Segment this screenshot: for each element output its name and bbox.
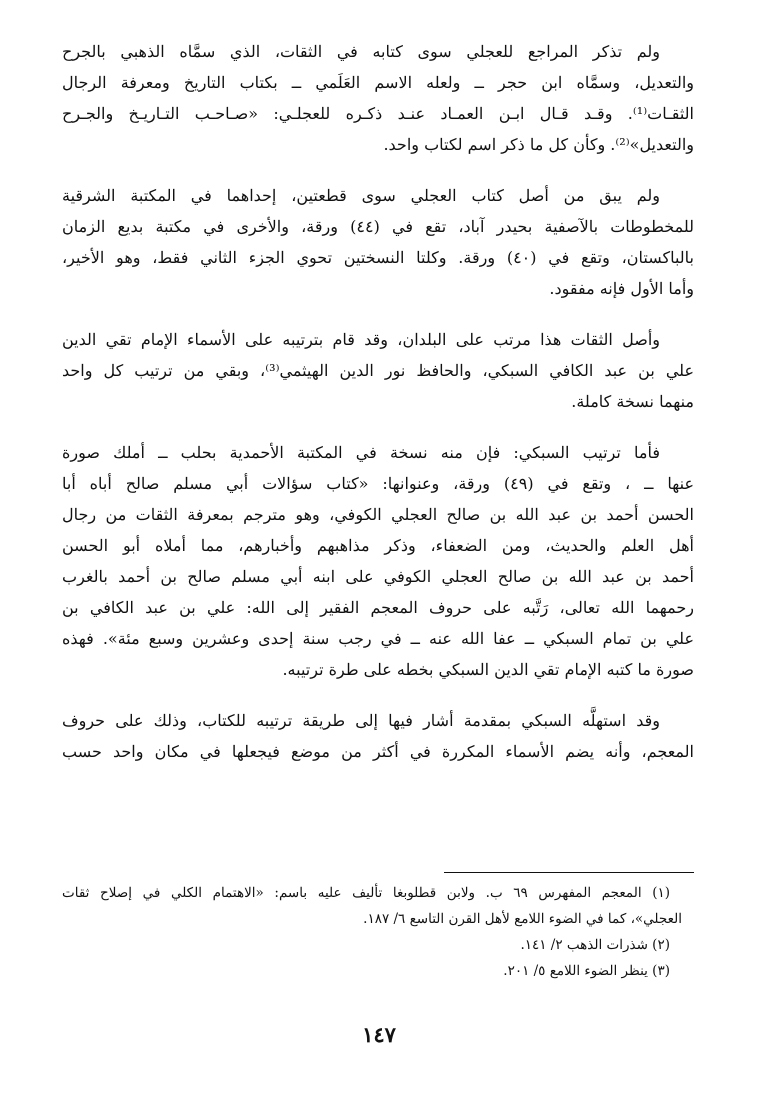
text-line: منهما نسخة كاملة. xyxy=(571,392,694,411)
text-line: ولم تذكر المراجع للعجلي سوى كتابه في الثقات، الذي سمَّاه الذهبي بالجرح xyxy=(62,42,660,61)
text-line: الحسن أحمد بن عبد الله بن صالح العجلي الكوفي، وهو مترجم بمعرفة الثقات من رجال xyxy=(62,505,694,524)
paragraph-5 xyxy=(62,705,694,767)
paragraph-1 xyxy=(62,36,694,160)
text-line: والتعديل»⁽²⁾. وكأن كل ما ذكر اسم لكتاب واحد. xyxy=(383,135,694,154)
footnote-2: (٢) شذرات الذهب ٢/ ١٤١. xyxy=(520,937,670,953)
paragraph-2 xyxy=(62,180,694,304)
text-line: رحمهما الله تعالى، رَتَّبه على حروف المعجم الفقير إلى الله: علي بن عبد الكافي بن xyxy=(62,598,694,617)
footnote-1-continued: العجلي»، كما في الضوء اللامع لأهل القرن التاسع ٦/ ١٨٧. xyxy=(363,911,682,927)
footnote-separator xyxy=(444,872,694,873)
text-line: صورة ما كتبه الإمام تقي الدين السبكي بخطه على طرة ترتيبه. xyxy=(282,660,694,679)
text-line: ولم يبق من أصل كتاب العجلي سوى قطعتين، إحداهما في المكتبة الشرقية xyxy=(62,186,660,205)
text-line: علي بن تمام السبكي ــ عفا الله عنه ــ في رجب سنة إحدى وعشرين وسبع مئة». فهذه xyxy=(62,629,694,648)
text-line: أهل العلم والحديث، ومن الضعفاء، وذكر مذاهبهم وأخبارهم، مما أملاه أبو الحسن xyxy=(62,536,694,555)
text-line: وأصل الثقات هذا مرتب على البلدان، وقد قام بترتيبه على الأسماء الإمام تقي الدين xyxy=(62,330,660,349)
text-line: فأما ترتيب السبكي: فإن منه نسخة في المكتبة الأحمدية بحلب ــ أملك صورة xyxy=(62,443,660,462)
text-line: والتعديل، وسمَّاه ابن حجر ــ ولعله الاسم العَلَمي ــ بكتاب التاريخ ومعرفة الرجال xyxy=(62,73,694,92)
text-line: عنها ــ ، وتقع في (٤٩) ورقة، وعنوانها: «كتاب سؤالات أبي مسلم صالح أباه أبا xyxy=(62,474,695,493)
text-line: الثقـات⁽¹⁾. وقـد قـال ابـن العمـاد عنـد ذكـره للعجلـي: «صـاحـب التـاريـخ والجـرح xyxy=(62,104,694,123)
text-line: المعجم، وأنه يضم الأسماء المكررة في أكثر من موضع فيجعلها في مكان واحد حسب xyxy=(62,742,694,761)
text-line: أحمد بن عبد الله بن صالح العجلي الكوفي على ابنه أبي مسلم صالح بن أحمد بالغرب xyxy=(62,567,694,586)
text-line: علي بن عبد الكافي السبكي، والحافظ نور الدين الهيثمي⁽³⁾، وبقي من ترتيب كل واحد xyxy=(62,361,695,380)
text-line: بالباكستان، وتقع في (٤٠) ورقة. وكلتا النسختين تحوي الجزء الثاني فقط، وهو الأخير، xyxy=(62,248,694,267)
footnotes xyxy=(62,880,682,984)
footnote-3: (٣) ينظر الضوء اللامع ٥/ ٢٠١. xyxy=(503,963,670,979)
text-line: وأما الأول فإنه مفقود. xyxy=(549,279,694,298)
footnote-1: (١) المعجم المفهرس ٦٩ ب. ولابن قطلوبغا تأليف عليه باسم: «الاهتمام الكلي في إصلاح ثقات xyxy=(62,885,671,901)
main-text xyxy=(62,36,694,767)
paragraph-4 xyxy=(62,437,694,685)
paragraph-3 xyxy=(62,324,694,417)
text-line: وقد استهلَّه السبكي بمقدمة أشار فيها إلى طريقة ترتيبه للكتاب، وذلك على حروف xyxy=(62,711,660,730)
text-line: للمخطوطات بالآصفية بحيدر آباد، تقع في (٤٤) ورقة، والأخرى في مكتبة بديع الزمان xyxy=(62,217,695,236)
page-number: ١٤٧ xyxy=(362,1022,396,1047)
